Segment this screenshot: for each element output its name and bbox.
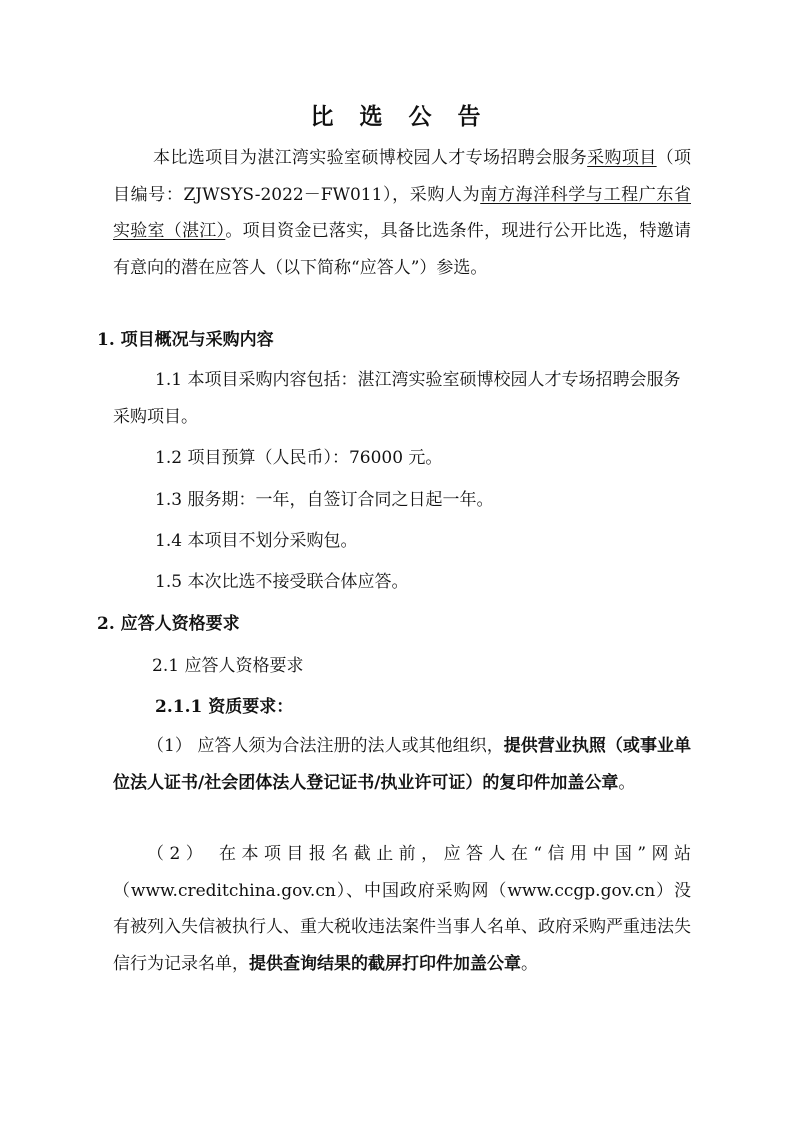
- requirement-2-text: （2） 在本项目报名截止前，应答人在“信用中国”网站（www.creditchina.gov.cn）、中国政府采购网（www.ccgp.gov.cn）没有被列入失信被执行人、重大税收违法案件当事人名单、政府采购严重违法失信行为记录名单，: [113, 844, 691, 974]
- section-1-item-2: 1.2 项目预算（人民币）：76000 元。: [155, 448, 443, 468]
- intro-underlined-1: 采购项目: [587, 148, 657, 168]
- section-2-1-1-heading: 2.1.1 资质要求：: [155, 697, 294, 717]
- section-1-item-1: 1.1 本项目采购内容包括：湛江湾实验室硕博校园人才专场招聘会服务采购项目。: [113, 370, 681, 427]
- section-1-heading: 1. 项目概况与采购内容: [97, 330, 274, 350]
- intro-underlined-2: 南方海洋科学与工程广东省实验室（湛江）: [113, 184, 691, 241]
- section-1-item-3: 1.3 服务期：一年，自签订合同之日起一年。: [155, 490, 494, 510]
- intro-text-2: （项目编号：ZJWSYS-2022－FW011），采购人为: [113, 148, 692, 205]
- requirement-2-end: 。: [521, 953, 538, 974]
- section-1-item-4: 1.4 本项目不划分采购包。: [155, 531, 358, 551]
- section-2-1-heading: 2.1 应答人资格要求: [152, 656, 304, 676]
- requirement-1-bold: 提供营业执照（或事业单位法人证书/社会团体法人登记证书/执业许可证）的复印件加盖公章: [113, 736, 691, 793]
- requirement-2: [113, 836, 691, 982]
- intro-text-3: 。项目资金已落实，具备比选条件，现进行公开比选，特邀请有意向的潜在应答人（以下简称“应答人”）参选。: [113, 221, 692, 278]
- intro-text-1: 本比选项目为湛江湾实验室硕博校园人才专场招聘会服务: [153, 148, 588, 168]
- requirement-1-end: 。: [618, 772, 636, 793]
- intro-paragraph: [113, 140, 691, 286]
- page-title: 比 选 公 告: [310, 103, 490, 130]
- requirement-1-text: （1） 应答人须为合法注册的法人或其他组织，: [147, 736, 504, 756]
- requirement-2-bold: 提供查询结果的截屏打印件加盖公章: [249, 953, 521, 974]
- requirement-1: [113, 728, 691, 801]
- section-1-item-5: 1.5 本次比选不接受联合体应答。: [155, 572, 409, 592]
- section-2-heading: 2. 应答人资格要求: [97, 614, 240, 634]
